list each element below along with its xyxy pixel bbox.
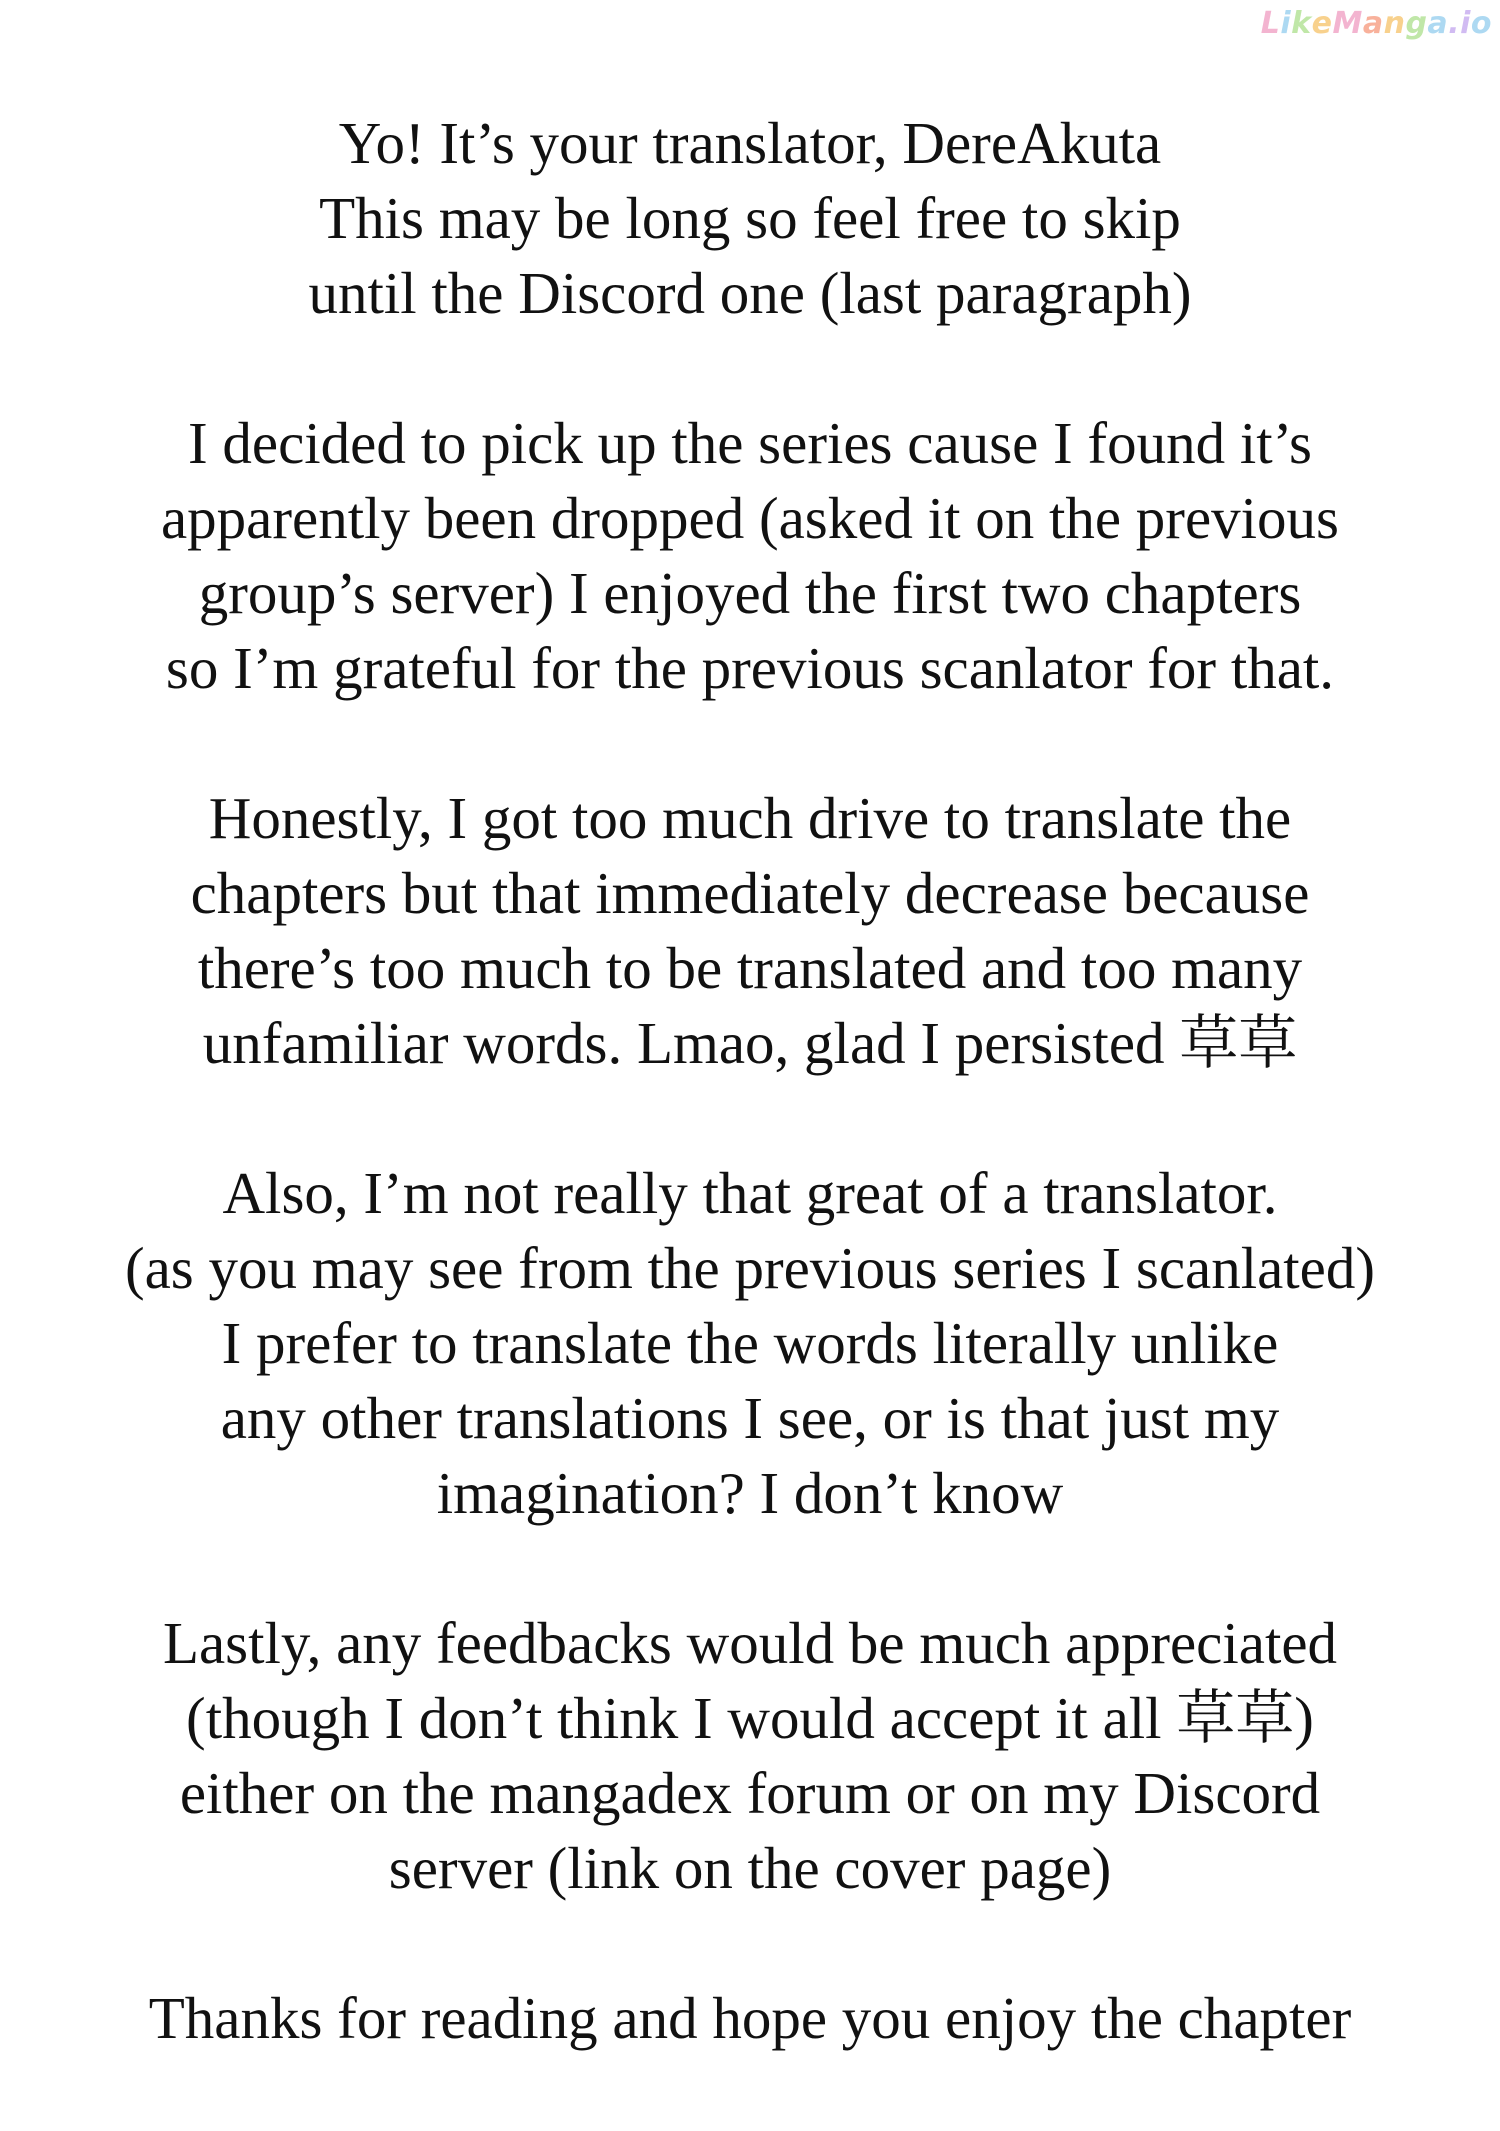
note-line: until the Discord one (last paragraph): [308, 260, 1192, 326]
note-line: chapters but that immediately decrease because: [190, 860, 1310, 926]
note-line: imagination? I don’t know: [436, 1460, 1064, 1526]
note-line: apparently been dropped (asked it on the previous: [161, 485, 1339, 551]
watermark-letter: i: [1460, 6, 1471, 41]
watermark-letter: i: [1280, 6, 1292, 41]
watermark-letter: a: [1362, 6, 1384, 41]
note-line: there’s too much to be translated and too many: [197, 935, 1303, 1001]
watermark-letter: k: [1291, 6, 1312, 41]
note-line: This may be long so feel free to skip: [319, 185, 1181, 251]
watermark-letter: L: [1260, 6, 1281, 41]
note-line: (though I don’t think I would accept it all 草草): [186, 1685, 1314, 1751]
note-line: any other translations I see, or is that just my: [220, 1385, 1280, 1451]
note-line: unfamiliar words. Lmao, glad I persisted 草草: [202, 1010, 1298, 1076]
note-paragraph: [0, 106, 1500, 331]
watermark-letter: .: [1448, 6, 1461, 41]
note-paragraph: [0, 781, 1500, 1081]
watermark-letter: a: [1427, 6, 1449, 41]
note-line: Lastly, any feedbacks would be much appreciated: [162, 1610, 1338, 1676]
watermark-letter: e: [1311, 6, 1333, 41]
note-line: I decided to pick up the series cause I found it’s: [188, 410, 1312, 476]
note-line: group’s server) I enjoyed the first two chapters: [198, 560, 1302, 626]
note-paragraph: [0, 406, 1500, 706]
watermark-letter: M: [1332, 6, 1363, 41]
note-line: (as you may see from the previous series I scanlated): [124, 1235, 1376, 1301]
note-line: Thanks for reading and hope you enjoy the chapter: [148, 1985, 1352, 2051]
watermark-letter: n: [1383, 6, 1406, 41]
note-paragraph: [0, 1156, 1500, 1531]
note-line: Honestly, I got too much drive to translate the: [208, 785, 1292, 851]
note-line: so I’m grateful for the previous scanlator for that.: [165, 635, 1335, 701]
note-paragraph: [0, 1981, 1500, 2056]
note-paragraph: [0, 1606, 1500, 1906]
note-line: either on the mangadex forum or on my Discord: [179, 1760, 1321, 1826]
watermark-letter: o: [1470, 6, 1492, 41]
watermark-letter: g: [1405, 6, 1428, 41]
note-line: Yo! It’s your translator, DereAkuta: [338, 110, 1162, 176]
note-line: I prefer to translate the words literally unlike: [221, 1310, 1279, 1376]
note-line: Also, I’m not really that great of a translator.: [222, 1160, 1278, 1226]
note-line: server (link on the cover page): [388, 1835, 1112, 1901]
site-watermark: [1261, 6, 1492, 41]
translator-note: [0, 106, 1500, 2131]
